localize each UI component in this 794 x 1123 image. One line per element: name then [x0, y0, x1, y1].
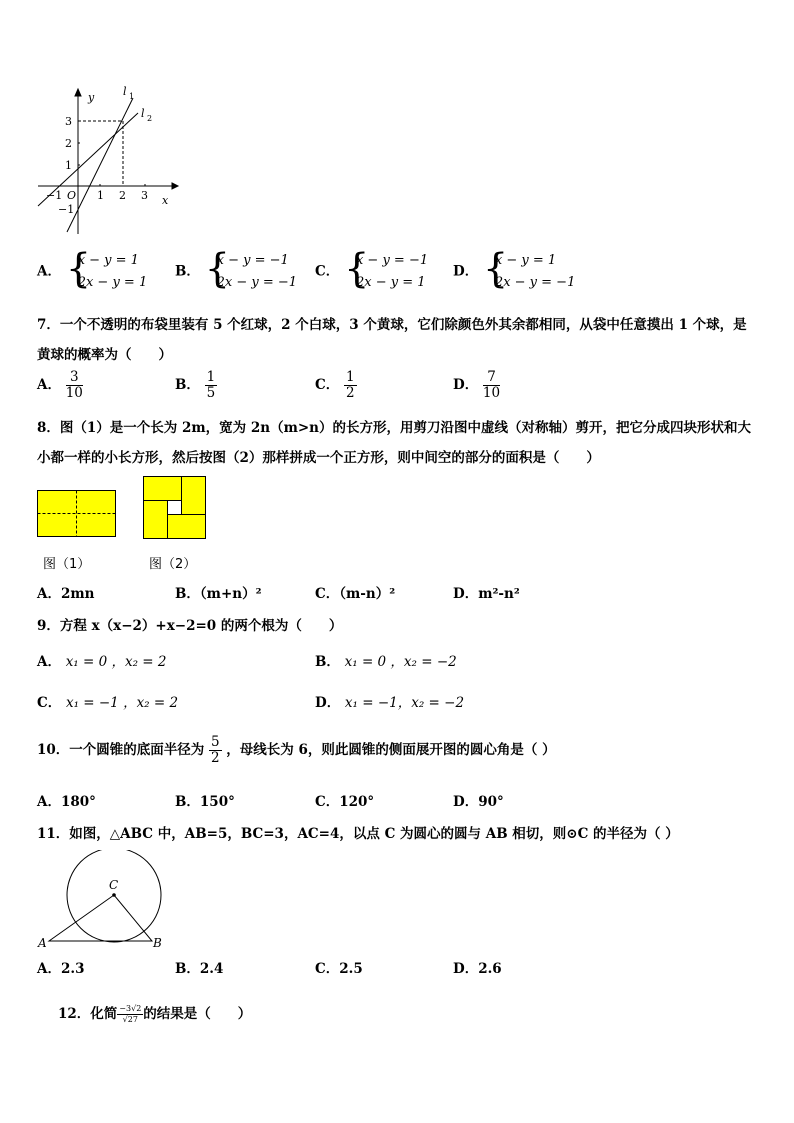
q10-stem: [37, 735, 556, 766]
q8-option-a[interactable]: A．2mn: [37, 586, 95, 602]
q7-option-d[interactable]: [453, 370, 500, 401]
q7-option-c[interactable]: [315, 370, 357, 401]
q6-option-d[interactable]: [453, 246, 576, 294]
q6-option-b[interactable]: [175, 246, 298, 294]
q9-option-a[interactable]: [37, 650, 167, 670]
tick-x-1: 1: [97, 189, 104, 202]
tick-y-1: 1: [65, 159, 72, 172]
q9-option-b[interactable]: [315, 650, 457, 670]
equation-system: { x − y = −1 2x − y = −1: [204, 246, 298, 292]
tick-y-neg1: −1: [58, 203, 75, 216]
option-letter: B．: [175, 263, 200, 280]
equation-row: x − y = −1: [216, 253, 289, 268]
q10-option-d[interactable]: D．90°: [453, 794, 504, 810]
q10-stem-pre: 10．一个圆锥的底面半径为: [37, 742, 205, 758]
option-letter: B．: [315, 654, 340, 670]
triangle-abc: [49, 895, 152, 941]
option-text: x₁ = 0 ，x₂ = −2: [344, 654, 457, 670]
equation-row: 2x − y = −1: [216, 275, 298, 290]
label-b: B: [153, 936, 162, 950]
label-c: C: [109, 878, 119, 892]
l1-label: l: [123, 85, 127, 98]
l2-label: l: [141, 107, 145, 120]
equation-row: 2x − y = 1: [355, 275, 426, 290]
figure-2-caption: 图（2）: [149, 557, 197, 572]
q11-option-b[interactable]: B．2.4: [175, 961, 224, 977]
option-letter: A．: [37, 263, 61, 280]
option-text: x₁ = −1，x₂ = −2: [344, 695, 465, 711]
q7-option-a[interactable]: [37, 370, 83, 401]
equation-row: x − y = −1: [355, 253, 429, 268]
option-letter: C．: [315, 263, 340, 280]
l2-subscript: 2: [147, 114, 153, 123]
q9-option-d[interactable]: [315, 691, 464, 711]
tick-y-2: 2: [65, 137, 72, 150]
option-letter: D．: [453, 377, 479, 393]
equation-row: x − y = 1: [77, 253, 139, 268]
q12-stem: [58, 1002, 251, 1025]
figure-1-rectangle: [37, 490, 117, 538]
equation-system: { x − y = 1 2x − y = −1: [482, 246, 576, 292]
q7-stem-line2: 黄球的概率为（ ）: [37, 347, 172, 363]
option-letter: B．: [175, 377, 200, 393]
q6-option-a[interactable]: [37, 246, 148, 294]
option-letter: A．: [37, 654, 61, 670]
origin-label: O: [67, 189, 77, 202]
option-text: x₁ = 0 ，x₂ = 2: [65, 654, 167, 670]
q7-option-b[interactable]: [175, 370, 217, 401]
fraction: $\frac{3}{10}$: [65, 369, 83, 401]
radius-fraction: $\frac{5}{2}$: [211, 734, 220, 766]
tick-x-2: 2: [119, 189, 126, 202]
fraction: $\frac{1}{2}$: [345, 369, 355, 401]
q8-option-d[interactable]: D．m²-n²: [453, 586, 520, 602]
tick-x-neg1: −1: [46, 189, 63, 202]
q11-option-d[interactable]: D．2.6: [453, 961, 502, 977]
q8-option-c[interactable]: C．（m-n）²: [315, 586, 396, 602]
line-l1: [67, 98, 133, 232]
q11-triangle-circle-figure: [35, 850, 170, 952]
l1-subscript: 1: [129, 92, 135, 101]
equation-row: x − y = 1: [494, 253, 557, 268]
option-letter: A．: [37, 377, 61, 393]
label-a: A: [38, 936, 47, 950]
q10-option-a[interactable]: A．180°: [37, 794, 96, 810]
q11-option-a[interactable]: A．2.3: [37, 961, 85, 977]
equation-row: 2x − y = −1: [494, 275, 576, 290]
q6-option-c[interactable]: [315, 246, 429, 294]
y-axis-label: y: [88, 91, 95, 104]
radical-fraction: $\frac{-3√2}{√27}$: [119, 1004, 142, 1024]
option-letter: C．: [37, 695, 62, 711]
q6-graph: [30, 82, 180, 242]
tick-y-3: 3: [65, 115, 72, 128]
q9-stem: 9．方程 x（x−2）+x−2=0 的两个根为（ ）: [37, 618, 343, 634]
equation-row: 2x − y = 1: [77, 275, 148, 290]
q12-stem-post: 的结果是（ ）: [143, 1006, 252, 1022]
q12-stem-pre: 12．化简: [58, 1006, 118, 1022]
option-text: x₁ = −1 ，x₂ = 2: [65, 695, 179, 711]
option-letter: C．: [315, 377, 340, 393]
option-letter: D．: [315, 695, 341, 711]
center-point: [112, 893, 116, 897]
q9-option-c[interactable]: [37, 691, 178, 711]
q8-stem-line1: 8．图（1）是一个长为 2m，宽为 2n（m>n）的长方形，用剪刀沿图中虚线（对称轴）剪开，把它分成四块形状和大: [37, 420, 751, 436]
y-axis-arrow: [75, 89, 81, 96]
q8-option-b[interactable]: B．（m+n）²: [175, 586, 262, 602]
equation-system: { x − y = −1 2x − y = 1: [343, 246, 429, 292]
q11-option-c[interactable]: C．2.5: [315, 961, 363, 977]
figure-2-square: [143, 476, 207, 540]
x-axis-label: x: [162, 194, 169, 207]
equation-system: { x − y = 1 2x − y = 1: [65, 246, 148, 292]
option-letter: D．: [453, 263, 479, 280]
q8-stem-line2: 小都一样的小长方形，然后按图（2）那样拼成一个正方形，则中间空的部分的面积是（ ）: [37, 450, 600, 466]
fraction: $\frac{1}{5}$: [206, 369, 216, 401]
x-axis-arrow: [172, 183, 178, 189]
q10-stem-post: ，母线长为 6，则此圆锥的侧面展开图的圆心角是（ ）: [226, 742, 556, 758]
q10-option-c[interactable]: C．120°: [315, 794, 375, 810]
figure-1-caption: 图（1）: [43, 557, 91, 572]
tick-x-3: 3: [141, 189, 148, 202]
fraction: $\frac{7}{10}$: [482, 369, 501, 401]
q11-stem: 11．如图，△ABC 中，AB=5，BC=3，AC=4，以点 C 为圆心的圆与 AB 相切，则⊙C 的半径为（ ）: [37, 826, 679, 842]
q10-option-b[interactable]: B．150°: [175, 794, 235, 810]
q7-stem-line1: 7．一个不透明的布袋里装有 5 个红球，2 个白球，3 个黄球，它们除颜色外其余都相同，从袋中任意摸出 1 个球，是: [37, 317, 747, 333]
